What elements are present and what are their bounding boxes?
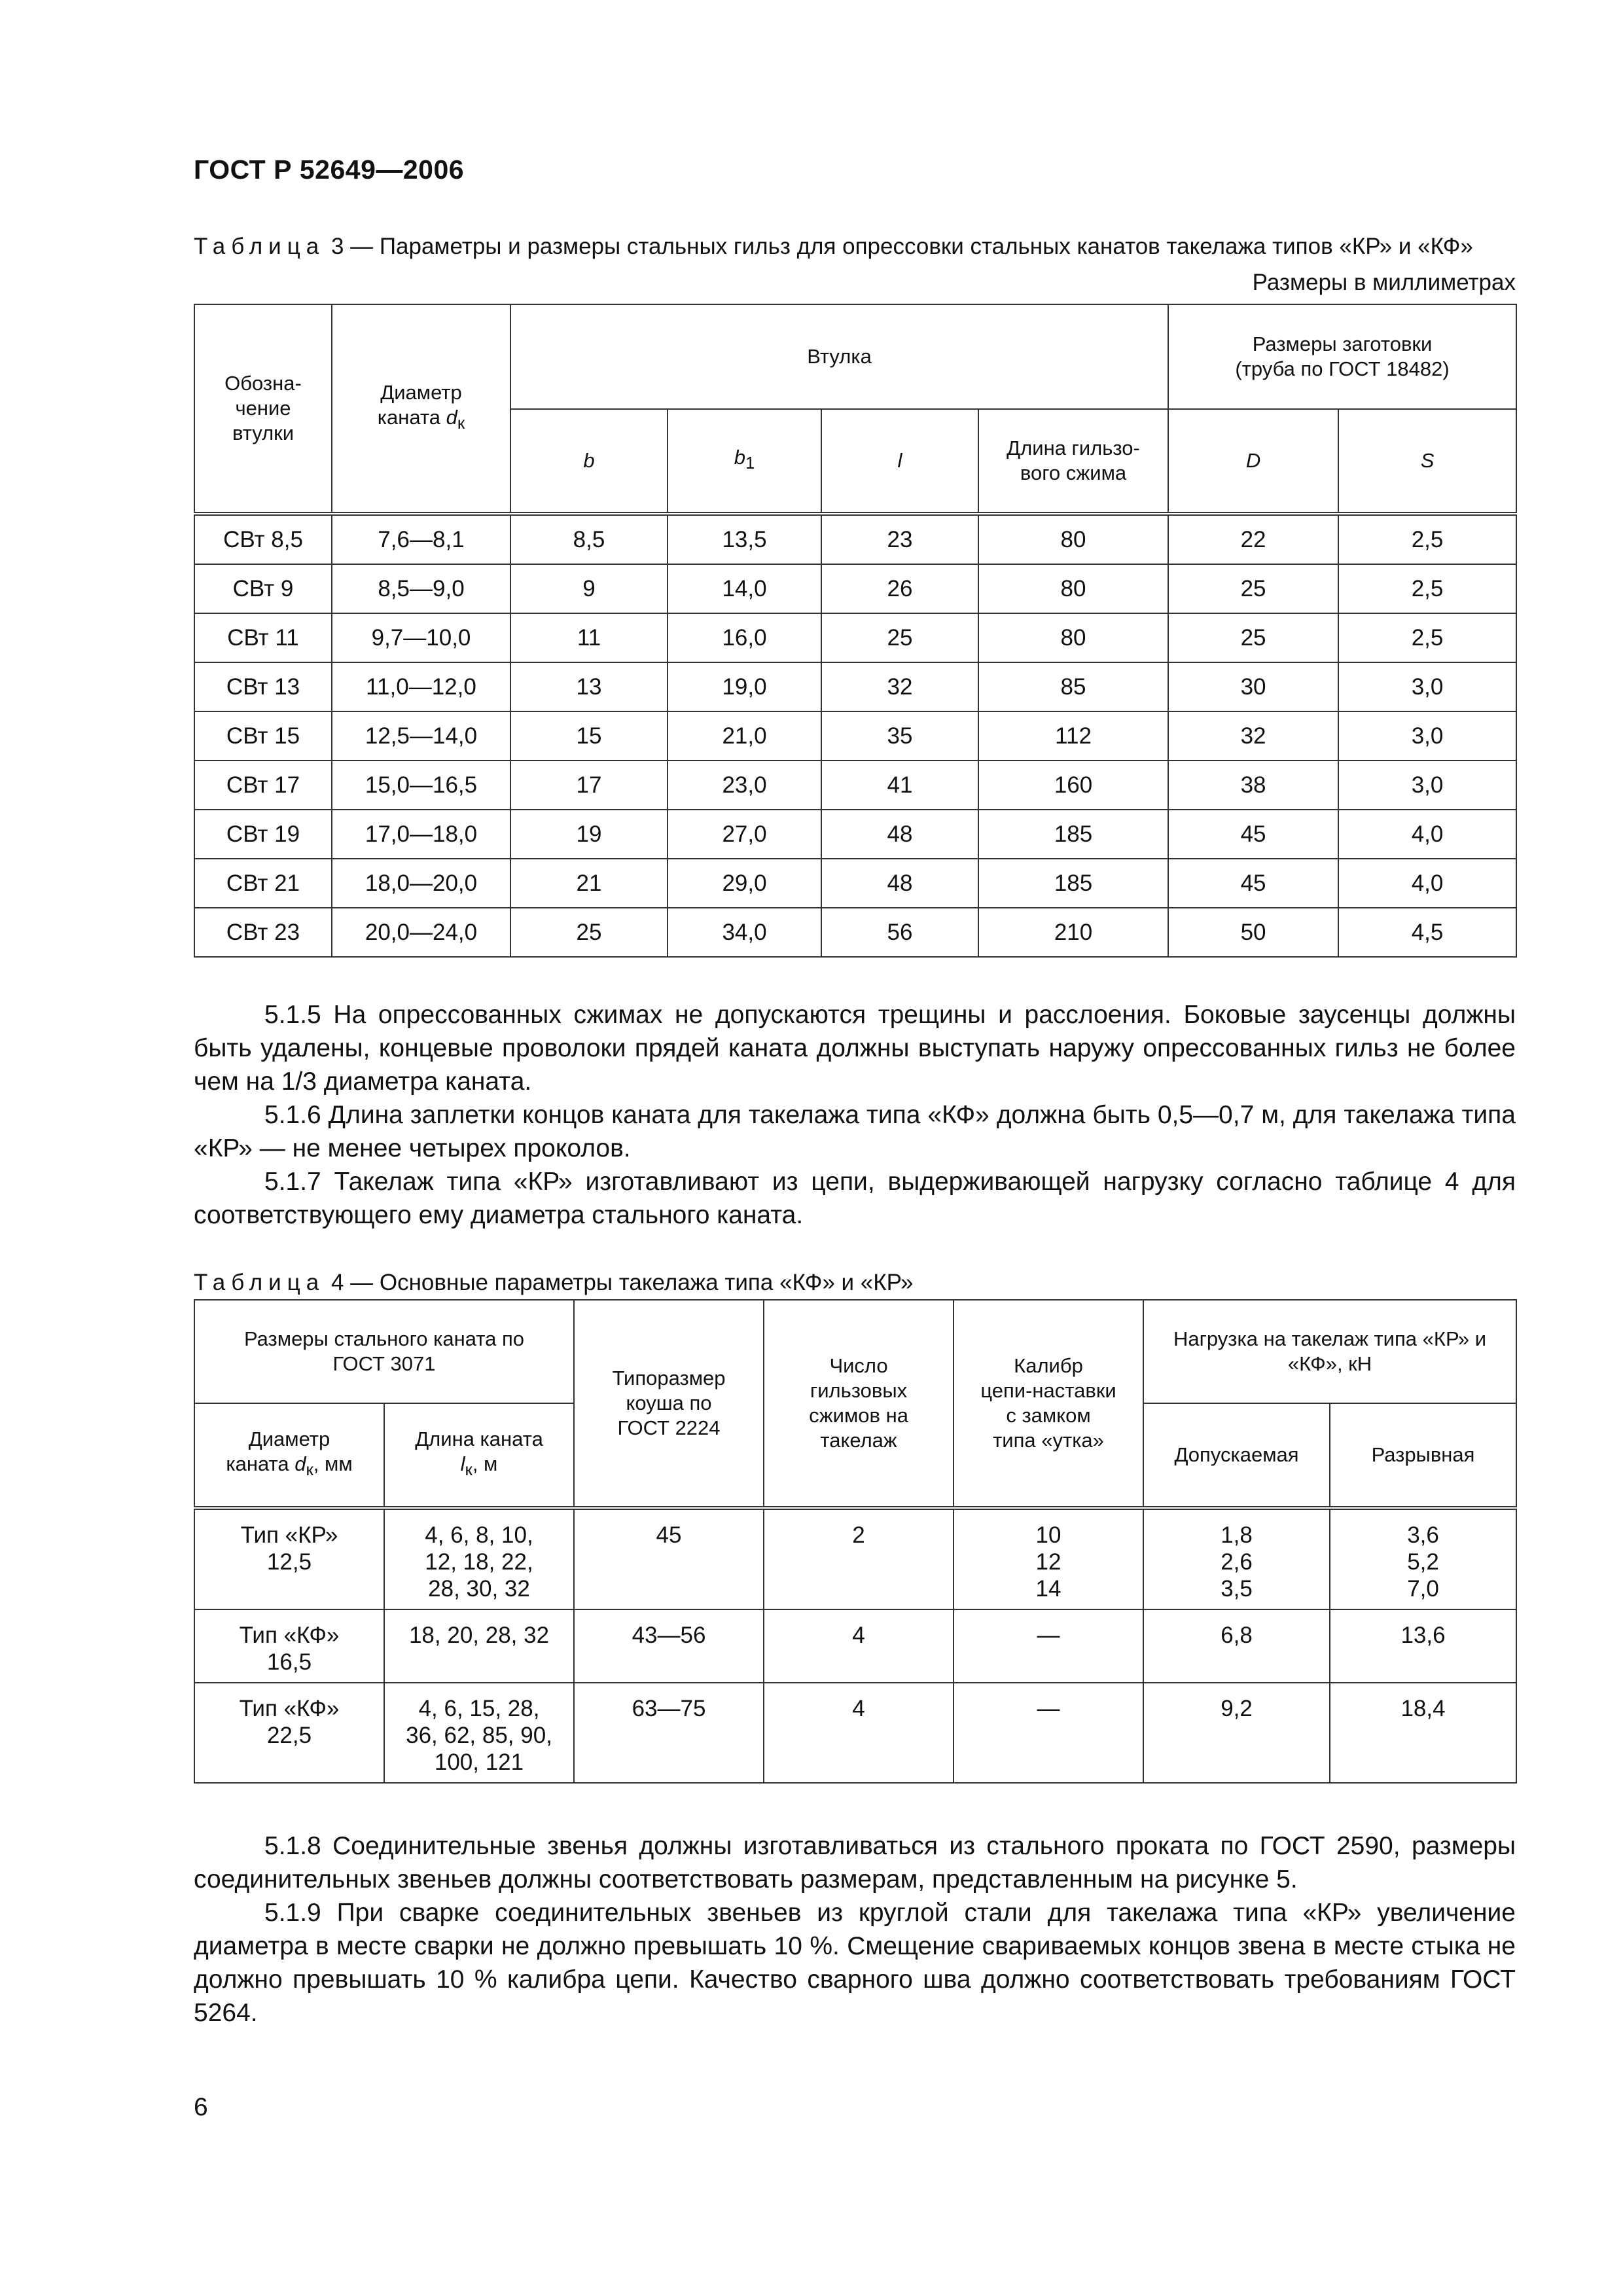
table-cell: 8,5—9,0 — [332, 564, 510, 613]
table-row — [194, 613, 1516, 662]
table-cell: 23,0 — [668, 761, 821, 810]
table-cell: 4,0 — [1338, 810, 1516, 859]
table4-caption — [194, 1268, 1516, 1297]
table-cell: 23 — [821, 514, 978, 564]
table-cell: 4,5 — [1338, 908, 1516, 957]
table-cell: 8,5 — [510, 514, 668, 564]
table3-caption-label: Таблица — [194, 234, 325, 259]
t3-head-designation: Обозна- чение втулки — [194, 304, 332, 514]
table-cell: 56 — [821, 908, 978, 957]
table-cell: 15 — [510, 711, 668, 761]
table-cell: 35 — [821, 711, 978, 761]
table-cell: 45 — [1168, 859, 1338, 908]
table-cell: — — [954, 1609, 1143, 1683]
table-cell: 30 — [1168, 662, 1338, 711]
t4-head-thimble: Типоразмер коуша по ГОСТ 2224 — [574, 1300, 764, 1508]
page-number: 6 — [194, 2093, 208, 2121]
table-cell: 19 — [510, 810, 668, 859]
t3-head-D: D — [1168, 409, 1338, 514]
table-cell: 80 — [978, 613, 1168, 662]
t3-head-b1: $b_1$ — [668, 409, 821, 514]
table-cell: 43—56 — [574, 1609, 764, 1683]
t3-head-b: b — [510, 409, 668, 514]
table-row — [194, 564, 1516, 613]
table-cell: СВт 13 — [194, 662, 332, 711]
t3-head-crimp-length: Длина гильзо- вого сжима — [978, 409, 1168, 514]
table-cell: 210 — [978, 908, 1168, 957]
table-row — [194, 859, 1516, 908]
table-cell: 9 — [510, 564, 668, 613]
t4-head-clamps: Число гильзовых сжимов на такелаж — [764, 1300, 954, 1508]
table-cell: 85 — [978, 662, 1168, 711]
table-cell: СВт 9 — [194, 564, 332, 613]
table-cell: Тип «КР» 12,5 — [194, 1508, 384, 1609]
table-cell: 25 — [821, 613, 978, 662]
table-cell: 80 — [978, 514, 1168, 564]
table-row — [194, 1683, 1516, 1783]
table-cell: 18,4 — [1330, 1683, 1516, 1783]
table-cell: 27,0 — [668, 810, 821, 859]
table-cell: 45 — [574, 1508, 764, 1609]
table-cell: 34,0 — [668, 908, 821, 957]
table-cell: СВт 17 — [194, 761, 332, 810]
table-cell: 6,8 — [1143, 1609, 1330, 1683]
table-cell: 18,0—20,0 — [332, 859, 510, 908]
t3-head-sleeve: Втулка — [510, 304, 1168, 409]
t3-head-S: S — [1338, 409, 1516, 514]
table-cell: Тип «КФ» 16,5 — [194, 1609, 384, 1683]
t4-head-permissible: Допускаемая — [1143, 1403, 1330, 1508]
table4-caption-label: Таблица — [194, 1270, 325, 1295]
t3-head-blank: Размеры заготовки (труба по ГОСТ 18482) — [1168, 304, 1516, 409]
table4-caption-text: 4 — Основные параметры такелажа типа «КФ» и «КР» — [325, 1270, 914, 1295]
table-cell: СВт 19 — [194, 810, 332, 859]
table-cell: 18, 20, 28, 32 — [384, 1609, 574, 1683]
table-cell: 7,6—8,1 — [332, 514, 510, 564]
table-cell: 25 — [510, 908, 668, 957]
table-cell: 21,0 — [668, 711, 821, 761]
table-cell: 160 — [978, 761, 1168, 810]
table-cell: 48 — [821, 810, 978, 859]
table-cell: 3,0 — [1338, 761, 1516, 810]
table-cell: 3,0 — [1338, 662, 1516, 711]
table4 — [194, 1299, 1517, 1784]
table-cell: 80 — [978, 564, 1168, 613]
table-cell: 3,0 — [1338, 711, 1516, 761]
t4-head-breaking: Разрывная — [1330, 1403, 1516, 1508]
table-cell: 10 12 14 — [954, 1508, 1143, 1609]
table-cell: 112 — [978, 711, 1168, 761]
table3-caption-text: 3 — Параметры и размеры стальных гильз для опрессовки стальных канатов такелажа типов «КР» и «КФ» — [325, 234, 1473, 259]
table-cell: СВт 8,5 — [194, 514, 332, 564]
table-cell: СВт 21 — [194, 859, 332, 908]
table3-caption — [194, 232, 1516, 260]
table-cell: 13,5 — [668, 514, 821, 564]
table-cell: 17 — [510, 761, 668, 810]
table-cell: 16,0 — [668, 613, 821, 662]
table-cell: 2 — [764, 1508, 954, 1609]
table-cell: 32 — [821, 662, 978, 711]
table-cell: 14,0 — [668, 564, 821, 613]
table-cell: 21 — [510, 859, 668, 908]
table-row — [194, 761, 1516, 810]
table-cell: СВт 23 — [194, 908, 332, 957]
t4-head-caliber: Калибр цепи-наставки с замком типа «утка» — [954, 1300, 1143, 1508]
table-cell: 1,8 2,6 3,5 — [1143, 1508, 1330, 1609]
table-cell: — — [954, 1683, 1143, 1783]
table-cell: 2,5 — [1338, 564, 1516, 613]
table-cell: СВт 11 — [194, 613, 332, 662]
table-row — [194, 514, 1516, 564]
table-cell: 19,0 — [668, 662, 821, 711]
table-cell: 9,7—10,0 — [332, 613, 510, 662]
table-cell: 32 — [1168, 711, 1338, 761]
t4-head-length: Длина каната $l_к$, м — [384, 1403, 574, 1508]
table-cell: 26 — [821, 564, 978, 613]
table3-units: Размеры в миллиметрах — [1252, 270, 1516, 295]
table-cell: 13 — [510, 662, 668, 711]
table-cell: 41 — [821, 761, 978, 810]
table-cell: 15,0—16,5 — [332, 761, 510, 810]
table-cell: 2,5 — [1338, 514, 1516, 564]
table-cell: 25 — [1168, 613, 1338, 662]
table-cell: 63—75 — [574, 1683, 764, 1783]
page — [194, 154, 1516, 2030]
t4-head-rope-sizes: Размеры стального каната по ГОСТ 3071 — [194, 1300, 574, 1403]
table-cell: 50 — [1168, 908, 1338, 957]
table-cell: 4, 6, 8, 10, 12, 18, 22, 28, 30, 32 — [384, 1508, 574, 1609]
table-cell: 4, 6, 15, 28, 36, 62, 85, 90, 100, 121 — [384, 1683, 574, 1783]
table-cell: 29,0 — [668, 859, 821, 908]
table-cell: 45 — [1168, 810, 1338, 859]
table4-body — [194, 1508, 1516, 1783]
table-cell: 11 — [510, 613, 668, 662]
table-cell: 38 — [1168, 761, 1338, 810]
table-cell: 20,0—24,0 — [332, 908, 510, 957]
t3-head-diameter: Диаметр каната $d_к$ — [332, 304, 510, 514]
table-cell: 2,5 — [1338, 613, 1516, 662]
paragraph-5-1-6: 5.1.6 Длина заплетки концов каната для такелажа типа «КФ» должна быть 0,5—0,7 м, для такелажа типа «КР» — не менее четырех проколов. — [194, 1101, 1516, 1162]
paragraph-5-1-8: 5.1.8 Соединительные звенья должны изготавливаться из стального проката по ГОСТ 2590, размеры соединительных звеньев должны соответствовать размерам, представленным на рисунке 5. — [194, 1832, 1516, 1893]
table-row — [194, 810, 1516, 859]
table-row — [194, 711, 1516, 761]
table-cell: 48 — [821, 859, 978, 908]
table-cell: 4 — [764, 1683, 954, 1783]
table-cell: 25 — [1168, 564, 1338, 613]
table-cell: 4,0 — [1338, 859, 1516, 908]
table-row — [194, 1609, 1516, 1683]
table-cell: 17,0—18,0 — [332, 810, 510, 859]
table-cell: 185 — [978, 810, 1168, 859]
table-cell: 12,5—14,0 — [332, 711, 510, 761]
table3 — [194, 304, 1517, 958]
table-cell: 22 — [1168, 514, 1338, 564]
t4-head-diameter: Диаметр каната $d_к$, мм — [194, 1403, 384, 1508]
table-cell: СВт 15 — [194, 711, 332, 761]
table-row — [194, 662, 1516, 711]
table-cell: 3,6 5,2 7,0 — [1330, 1508, 1516, 1609]
table-cell: 185 — [978, 859, 1168, 908]
table-cell: 13,6 — [1330, 1609, 1516, 1683]
table-row — [194, 1508, 1516, 1609]
table-cell: 11,0—12,0 — [332, 662, 510, 711]
table-row — [194, 908, 1516, 957]
document-header: ГОСТ Р 52649—2006 — [194, 154, 465, 185]
table-cell: Тип «КФ» 22,5 — [194, 1683, 384, 1783]
paragraph-5-1-9: 5.1.9 При сварке соединительных звеньев из круглой стали для такелажа типа «КР» увеличение диаметра в месте сварки не должно превышать 10 %. Смещение свариваемых концов звена в месте стыка не должно превышать 10 % калибра цепи. Качество сварного шва должно соответствовать требованиям ГОСТ 5264. — [194, 1899, 1516, 2027]
paragraph-5-1-5: 5.1.5 На опрессованных сжимах не допускаются трещины и расслоения. Боковые заусенцы должны быть удалены, концевые проволоки прядей каната должны выступать наружу опрессованных гильз не более чем на 1/3 диаметра каната. — [194, 1001, 1516, 1096]
t3-head-l: l — [821, 409, 978, 514]
table-cell: 9,2 — [1143, 1683, 1330, 1783]
table-cell: 4 — [764, 1609, 954, 1683]
paragraph-5-1-7: 5.1.7 Такелаж типа «КР» изготавливают из цепи, выдерживающей нагрузку согласно таблице 4 для соответствующего ему диаметра стального каната. — [194, 1168, 1516, 1229]
table3-body — [194, 514, 1516, 957]
t4-head-load: Нагрузка на такелаж типа «КР» и «КФ», кН — [1143, 1300, 1516, 1403]
